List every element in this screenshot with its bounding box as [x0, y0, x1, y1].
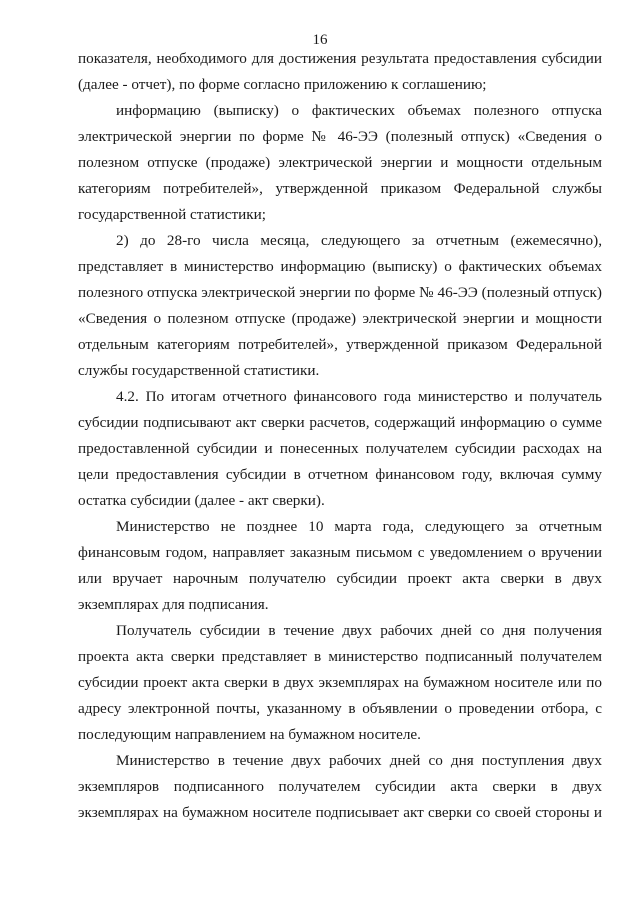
paragraph-ministry-deadline: Министерство не позднее 10 марта года, следующего за отчетным финансовым годом, направляет заказным письмом с уведомлением о вручении или вручает нарочным получателю субсидии проект акта сверки в двух экземплярах для подписания. — [78, 518, 602, 613]
paragraph-ministry-signing: Министерство в течение двух рабочих дней со дня поступления двух экземпляров подписанного получателем субсидии акта сверки в двух экземплярах на бумажном носителе подписывает акт сверки со своей стороны и — [78, 752, 602, 821]
page-number: 16 — [312, 32, 328, 48]
paragraph-reconciliation-act: 4.2. По итогам отчетного финансового года министерство и получатель субсидии подписывают акт сверки расчетов, содержащий информацию о сумме предоставленной субсидии и понесенных получателем субсидии расходах на цели предоставления субсидии в отчетном финансовом году, включая сумму остатка субсидии (далее - акт сверки). — [78, 388, 602, 509]
document-body — [78, 46, 602, 826]
paragraph-recipient-submission: Получатель субсидии в течение двух рабочих дней со дня получения проекта акта сверки представляет в министерство подписанный получателем субсидии проект акта сверки в двух экземплярах на бумажном носителе или по адресу электронной почты, указанному в объявлении о проведении отбора, с последующим направлением на бумажном носителе. — [78, 622, 602, 743]
paragraph-report-form: показателя, необходимого для достижения результата предоставления субсидии (далее - отчет), по форме согласно приложению к соглашению; — [78, 50, 602, 93]
paragraph-monthly-report: 2) до 28-го числа месяца, следующего за отчетным (ежемесячно), представляет в министерство информацию (выписку) о фактических объемах полезного отпуска электрической энергии по форме № 46-ЭЭ (полезный отпуск) «Сведения о полезном отпуске (продаже) электрической энергии и мощности отдельным категориям потребителей», утвержденной приказом Федеральной службы государственной статистики. — [78, 232, 602, 379]
paragraph-energy-statement: информацию (выписку) о фактических объемах полезного отпуска электрической энергии по форме № 46-ЭЭ (полезный отпуск) «Сведения о полезном отпуске (продаже) электрической энергии и мощности отдельным категориям потребителей», утвержденной приказом Федеральной службы государственной статистики; — [78, 102, 602, 223]
